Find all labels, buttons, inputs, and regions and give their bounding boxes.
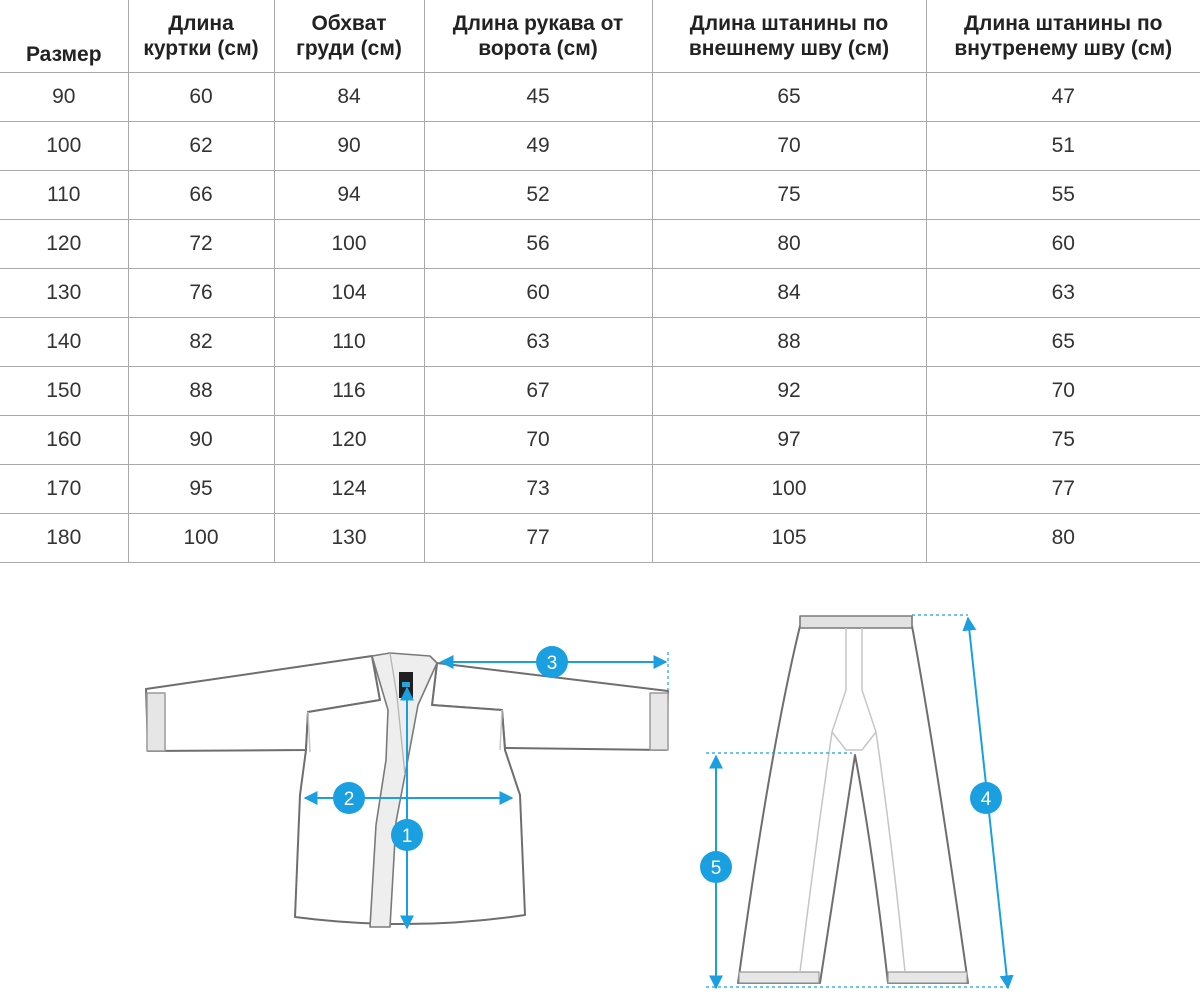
- table-cell: 65: [926, 318, 1200, 367]
- table-cell: 120: [0, 220, 128, 269]
- table-row: [0, 122, 1200, 171]
- marker-5-icon: [700, 851, 732, 883]
- header-outer-seam: Длина штанины по внешнему шву (см): [652, 0, 926, 73]
- table-cell: 63: [926, 269, 1200, 318]
- table-cell: 77: [926, 465, 1200, 514]
- table-cell: 52: [424, 171, 652, 220]
- table-cell: 180: [0, 514, 128, 563]
- table-cell: 62: [128, 122, 274, 171]
- table-cell: 130: [0, 269, 128, 318]
- table-row: [0, 367, 1200, 416]
- header-sleeve-length: Длина рукава от ворота (см): [424, 0, 652, 73]
- table-cell: 88: [128, 367, 274, 416]
- table-cell: 90: [128, 416, 274, 465]
- table-cell: 100: [0, 122, 128, 171]
- table-cell: 51: [926, 122, 1200, 171]
- table-cell: 80: [926, 514, 1200, 563]
- table-cell: 130: [274, 514, 424, 563]
- header-jacket-length: Длина куртки (см): [128, 0, 274, 73]
- table-cell: 70: [926, 367, 1200, 416]
- table-cell: 80: [652, 220, 926, 269]
- table-cell: 88: [652, 318, 926, 367]
- marker-2-icon: [333, 782, 365, 814]
- table-cell: 104: [274, 269, 424, 318]
- table-cell: 47: [926, 73, 1200, 122]
- table-header-row: [0, 0, 1200, 73]
- table-row: [0, 514, 1200, 563]
- header-size: Размер: [0, 0, 128, 73]
- pants-drawing-icon: [738, 616, 968, 983]
- table-row: [0, 73, 1200, 122]
- table-cell: 45: [424, 73, 652, 122]
- table-cell: 65: [652, 73, 926, 122]
- table-cell: 120: [274, 416, 424, 465]
- table-row: [0, 220, 1200, 269]
- table-cell: 76: [128, 269, 274, 318]
- table-cell: 100: [128, 514, 274, 563]
- table-cell: 77: [424, 514, 652, 563]
- table-cell: 100: [652, 465, 926, 514]
- table-cell: 150: [0, 367, 128, 416]
- table-body: [0, 73, 1200, 563]
- table-cell: 92: [652, 367, 926, 416]
- table-cell: 49: [424, 122, 652, 171]
- svg-text:3: 3: [546, 653, 558, 674]
- table-cell: 90: [274, 122, 424, 171]
- svg-text:2: 2: [343, 789, 355, 810]
- table-cell: 75: [926, 416, 1200, 465]
- table-cell: 84: [274, 73, 424, 122]
- table-cell: 110: [0, 171, 128, 220]
- table-cell: 75: [652, 171, 926, 220]
- table-cell: 97: [652, 416, 926, 465]
- table-row: [0, 318, 1200, 367]
- table-cell: 60: [926, 220, 1200, 269]
- table-cell: 63: [424, 318, 652, 367]
- header-chest: Обхват груди (см): [274, 0, 424, 73]
- marker-3-icon: [536, 646, 568, 678]
- table-cell: 60: [424, 269, 652, 318]
- table-cell: 140: [0, 318, 128, 367]
- table-cell: 94: [274, 171, 424, 220]
- table-cell: 170: [0, 465, 128, 514]
- table-cell: 70: [652, 122, 926, 171]
- marker-4-icon: [970, 782, 1002, 814]
- table-cell: 160: [0, 416, 128, 465]
- table-cell: 56: [424, 220, 652, 269]
- table-cell: 60: [128, 73, 274, 122]
- table-cell: 90: [0, 73, 128, 122]
- marker-1-icon: [391, 819, 423, 851]
- measurement-diagram: [0, 560, 1200, 995]
- table-row: [0, 171, 1200, 220]
- table-cell: 72: [128, 220, 274, 269]
- table-cell: 100: [274, 220, 424, 269]
- table-cell: 66: [128, 171, 274, 220]
- table-cell: 110: [274, 318, 424, 367]
- table-cell: 95: [128, 465, 274, 514]
- table-row: [0, 269, 1200, 318]
- table-cell: 67: [424, 367, 652, 416]
- svg-text:4: 4: [980, 789, 992, 810]
- svg-text:1: 1: [401, 826, 413, 847]
- table-cell: 105: [652, 514, 926, 563]
- table-cell: 116: [274, 367, 424, 416]
- table-row: [0, 416, 1200, 465]
- table-cell: 55: [926, 171, 1200, 220]
- table-cell: 84: [652, 269, 926, 318]
- svg-text:5: 5: [710, 858, 722, 879]
- header-inner-seam: Длина штанины по внутренему шву (см): [926, 0, 1200, 73]
- table-cell: 82: [128, 318, 274, 367]
- table-row: [0, 465, 1200, 514]
- table-cell: 73: [424, 465, 652, 514]
- table-cell: 124: [274, 465, 424, 514]
- table-cell: 70: [424, 416, 652, 465]
